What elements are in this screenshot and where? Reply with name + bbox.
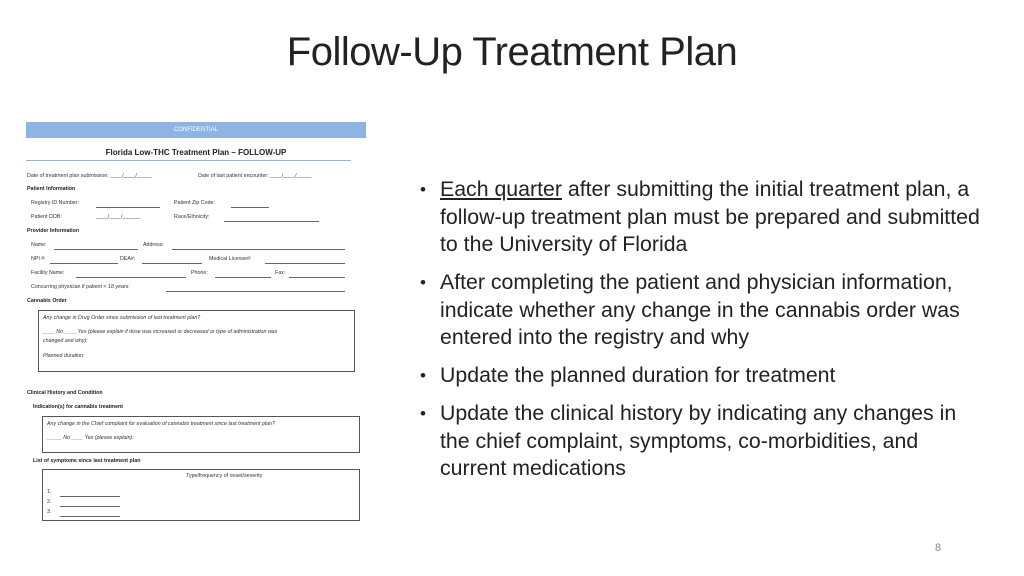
form-title: Florida Low-THC Treatment Plan – FOLLOW-UP <box>105 148 287 157</box>
symptom-number-1: 1. <box>47 489 52 495</box>
bullet-item <box>420 362 990 390</box>
name-line <box>54 249 138 250</box>
chief-complaint-box <box>42 416 360 453</box>
slide-title: Follow-Up Treatment Plan <box>286 30 738 74</box>
provider-info-heading: Provider Information <box>27 228 80 234</box>
dea-label: DEA#: <box>120 256 136 262</box>
drug-order-question: Any change in Drug Order since submission of last treatment plan? <box>43 315 201 321</box>
bullet-text: Update the clinical history by indicating any changes in the chief complaint, symptoms, co-morbidities, and current medications <box>440 401 957 480</box>
form-thumbnail <box>26 122 368 522</box>
zip-line <box>231 207 269 208</box>
patient-info-heading: Patient Information <box>27 186 76 192</box>
drug-order-answer: ____ No ____ Yes (please explain if dose was increased or decreased or type of administration was <box>43 329 278 335</box>
address-line <box>172 249 345 250</box>
facility-line <box>76 277 186 278</box>
npi-label: NPI #: <box>31 256 46 262</box>
bullet-item <box>420 176 990 259</box>
npi-line <box>50 263 118 264</box>
registry-id-label: Registry ID Number: <box>31 200 79 206</box>
symptom-line-2 <box>60 506 120 507</box>
concurring-label: Concurring physician if patient < 18 years: <box>31 284 130 290</box>
registry-id-line <box>96 207 160 208</box>
symptom-line-3 <box>60 516 120 517</box>
bullet-dot-icon: • <box>420 180 426 199</box>
symptoms-box <box>42 469 360 521</box>
license-line <box>265 263 345 264</box>
dea-line <box>142 263 202 264</box>
dob-blank: ____/____/______ <box>96 214 141 220</box>
race-label: Race/Ethnicity: <box>174 214 210 220</box>
phone-line <box>215 277 271 278</box>
license-label: Medical License#: <box>209 256 252 262</box>
zip-label: Patient Zip Code: <box>174 200 215 206</box>
bullet-list <box>420 176 990 493</box>
planned-duration-label: Planned duration: <box>43 353 85 359</box>
page-number: 8 <box>935 542 942 554</box>
title-rule <box>26 160 351 161</box>
bullet-text: after submitting the initial treatment plan, a follow-up treatment plan must be prepared and submitted to the University of Florida <box>440 177 980 256</box>
submission-date-label: Date of treatment plan submission: ____/____/_____ <box>27 173 152 179</box>
fax-line <box>289 277 345 278</box>
bullet-text: Update the planned duration for treatment <box>440 363 836 387</box>
cannabis-order-heading: Cannabis Order <box>27 298 67 304</box>
phone-label: Phone: <box>191 270 208 276</box>
race-line <box>224 221 319 222</box>
address-label: Address: <box>143 242 164 248</box>
bullet-item <box>420 400 990 483</box>
drug-order-box <box>38 310 355 372</box>
dob-label: Patient DOB: <box>31 214 62 220</box>
symptom-line-1 <box>60 496 120 497</box>
bullet-item <box>420 269 990 352</box>
symptom-number-2: 2. <box>47 499 52 505</box>
last-encounter-label: Date of last patient encounter: ____/____/_____ <box>198 173 312 179</box>
bullet-dot-icon: • <box>420 273 426 292</box>
drug-order-answer-cont: changed and why): <box>43 338 88 344</box>
name-label: Name: <box>31 242 47 248</box>
fax-label: Fax: <box>275 270 286 276</box>
symptoms-heading: List of symptoms since last treatment plan <box>33 458 141 464</box>
facility-label: Facility Name: <box>31 270 65 276</box>
bullet-underlined-text: Each quarter <box>440 177 562 201</box>
symptom-number-3: 3. <box>47 509 52 515</box>
bullet-dot-icon: • <box>420 404 426 423</box>
chief-complaint-question: Any change in the Chief complaint for evaluation of cannabis treatment since last treatment plan? <box>47 421 275 427</box>
bullet-dot-icon: • <box>420 366 426 385</box>
type-frequency-label: Type/frequency of onset/severity <box>186 473 263 479</box>
concurring-line <box>166 291 345 292</box>
clinical-history-heading: Clinical History and Condition <box>27 390 103 396</box>
indications-heading: Indication(s) for cannabis treatment <box>33 404 124 410</box>
confidential-banner: CONFIDENTIAL <box>26 122 366 138</box>
bullet-text: After completing the patient and physician information, indicate whether any change in the cannabis order was entered into the registry and why <box>440 270 960 349</box>
chief-complaint-answer: _____ No ____ Yes (please explain): <box>47 435 134 441</box>
